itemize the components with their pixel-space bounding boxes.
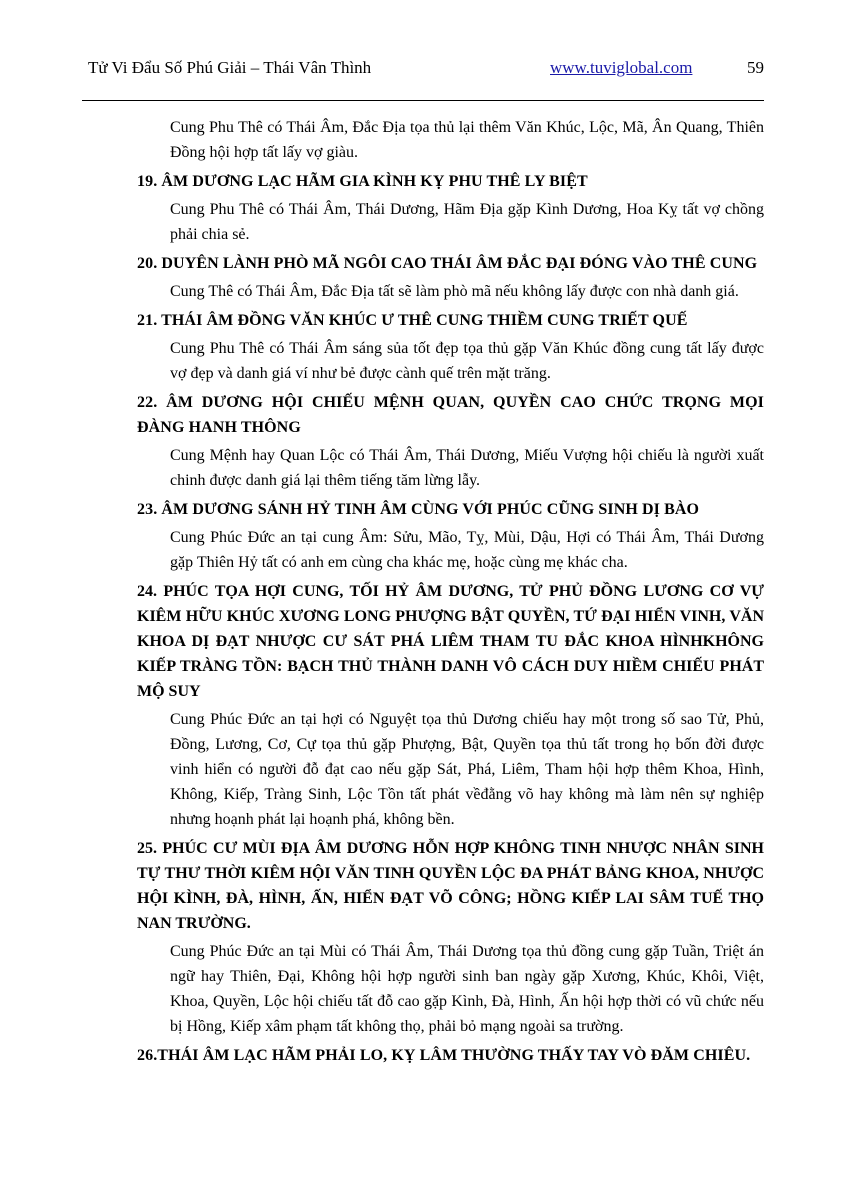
document-body bbox=[137, 115, 764, 1071]
section-body: Cung Phúc Đức an tại cung Âm: Sửu, Mão, Tỵ, Mùi, Dậu, Hợi có Thái Âm, Thái Dương gặp Thiên Hỷ tất có anh em cùng cha khác mẹ, hoặc cùng mẹ khác cha. bbox=[170, 529, 764, 571]
website-link[interactable]: www.tuviglobal.com bbox=[550, 58, 693, 77]
section-body: Cung Phúc Đức an tại Mùi có Thái Âm, Thái Dương tọa thủ đồng cung gặp Tuần, Triệt án ngữ hay Thiên, Đại, Không hội hợp người sinh ban ngày gặp Xương, Khúc, Khôi, Việt, Khoa, Quyền, Lộc hội chiếu tất đỗ cao gặp Kình, Đà, Hình, Ấn hội hợp thời có vũ chức nếu bị Hồng, Kiếp xâm phạm tất không thọ, phải bỏ mạng ngoài sa trường. bbox=[170, 943, 764, 1035]
section-body: Cung Phu Thê có Thái Âm, Đắc Địa tọa thủ lại thêm Văn Khúc, Lộc, Mã, Ân Quang, Thiên Đồng hội hợp tất lấy vợ giàu. bbox=[170, 119, 764, 161]
section-body: Cung Phúc Đức an tại hợi có Nguyệt tọa thủ Dương chiếu hay một trong số sao Tử, Phủ, Đồng, Lương, Cơ, Cự tọa thủ gặp Phượng, Bật, Quyền tọa thủ tất trong họ bốn đời được vinh hiển có người đỗ đạt cao nếu gặp Sát, Phá, Liêm, Tham hội hợp thêm Khoa, Hình, Không, Kiếp, Tràng Sinh, Lộc Tồn tất phát vềđằng võ hay không mà làm nên sự nghiệp nhưng hoạnh phát lại hoạnh phá, không bền. bbox=[170, 711, 764, 828]
section-heading: 23. ÂM DƯƠNG SÁNH HỶ TINH ÂM CÙNG VỚI PHÚC CŨNG SINH DỊ BÀO bbox=[137, 501, 700, 518]
section-body: Cung Mệnh hay Quan Lộc có Thái Âm, Thái Dương, Miếu Vượng hội chiếu là người xuất chinh được danh giá lại thêm tiếng tăm lừng lẫy. bbox=[170, 447, 764, 489]
page-number: 59 bbox=[747, 58, 764, 77]
section-heading: 25. PHÚC CƯ MÙI ĐỊA ÂM DƯƠNG HỖN HỢP KHÔNG TINH NHƯỢC NHÂN SINH TỰ THƯ THỜI KIÊM HỘI VĂN TINH QUYỀN LỘC ĐA PHÁT BẢNG KHOA, NHƯỢC HỘI KÌNH, ĐÀ, HÌNH, ẤN, HIỂN ĐẠT VÕ CÔNG; HỒNG KIẾP LAI SÂM TUẾ THỌ NAN TRƯỜNG. bbox=[137, 840, 764, 932]
section-heading: 21. THÁI ÂM ĐỒNG VĂN KHÚC Ư THÊ CUNG THIỀM CUNG TRIẾT QUẾ bbox=[137, 312, 688, 329]
page-header bbox=[88, 58, 764, 88]
section-body: Cung Thê có Thái Âm, Đắc Địa tất sẽ làm phò mã nếu không lấy được con nhà danh giá. bbox=[170, 283, 739, 300]
section-body: Cung Phu Thê có Thái Âm, Thái Dương, Hãm Địa gặp Kình Dương, Hoa Kỵ tất vợ chồng phải chia sẻ. bbox=[170, 201, 764, 243]
section-heading: 24. PHÚC TỌA HỢI CUNG, TỐI HỶ ÂM DƯƠNG, TỬ PHỦ ĐỒNG LƯƠNG CƠ VỰ KIÊM HỮU KHÚC XƯƠNG LONG PHƯỢNG BẬT QUYỀN, TỨ ĐẠI HIỂN VINH, VĂN KHOA DỊ ĐẠT NHƯỢC CƯ SÁT PHÁ LIÊM THAM TU ĐẮC KHOA HÌNHKHÔNG KIẾP TRÀNG TỒN: BẠCH THỦ THÀNH DANH VÔ CÁCH DUY HIỀM CHIẾU PHÁT MỘ SUY bbox=[137, 583, 764, 700]
header-divider bbox=[82, 100, 764, 101]
section-heading: 20. DUYÊN LÀNH PHÒ MÃ NGÔI CAO THÁI ÂM ĐẮC ĐẠI ĐÓNG VÀO THÊ CUNG bbox=[137, 255, 758, 272]
section-heading: 19. ÂM DƯƠNG LẠC HÃM GIA KÌNH KỴ PHU THÊ LY BIỆT bbox=[137, 173, 588, 190]
section-body: Cung Phu Thê có Thái Âm sáng sủa tốt đẹp tọa thủ gặp Văn Khúc đồng cung tất lấy được vợ đẹp và danh giá ví như bẻ được cành quế trên mặt trăng. bbox=[170, 340, 764, 382]
section-heading: 26.THÁI ÂM LẠC HÃM PHẢI LO, KỴ LÂM THƯỜNG THẤY TAY VÒ ĐĂM CHIÊU. bbox=[137, 1047, 751, 1064]
book-title: Tử Vi Đẩu Số Phú Giải – Thái Vân Thình bbox=[88, 58, 372, 77]
section-heading: 22. ÂM DƯƠNG HỘI CHIẾU MỆNH QUAN, QUYỀN CAO CHỨC TRỌNG MỌI ĐÀNG HANH THÔNG bbox=[137, 394, 764, 436]
